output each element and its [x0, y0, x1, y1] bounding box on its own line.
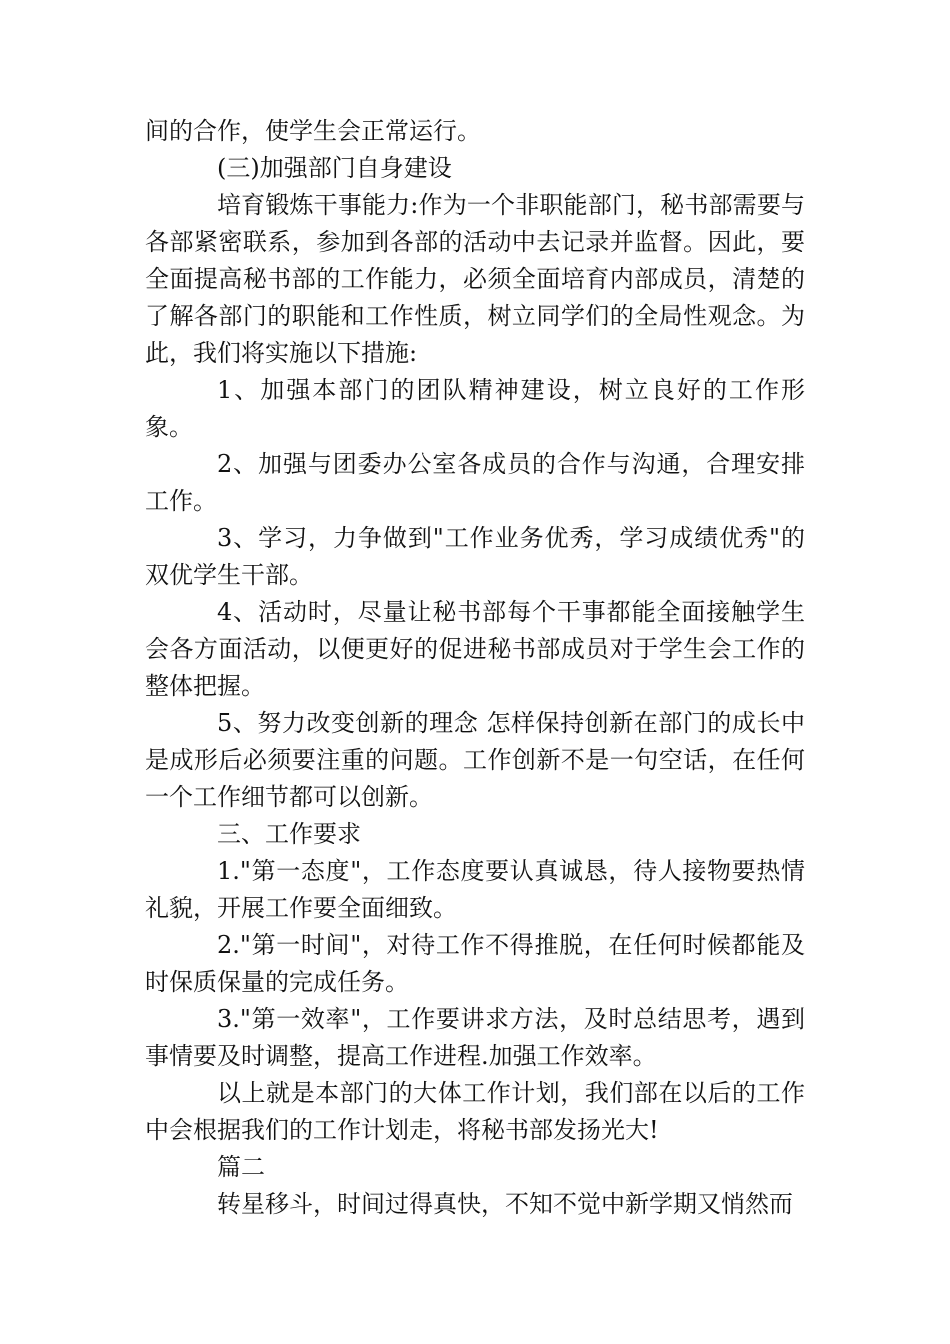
requirement-2: 2."第一时间"，对待工作不得推脱，在任何时候都能及时保质保量的完成任务。	[145, 931, 805, 996]
paragraph-training: 培育锻炼干事能力:作为一个非职能部门，秘书部需要与各部紧密联系，参加到各部的活动中去记录并监督。因此，要全面提高秘书部的工作能力，必须全面培育内部成员，清楚的了解各部门的职能和工作性质，树立同学们的全局性观念。为此，我们将实施以下措施:	[145, 191, 805, 367]
list-item-5: 5、努力改变创新的理念 怎样保持创新在部门的成长中是成形后必须要注重的问题。工作创新不是一句空话，在任何一个工作细节都可以创新。	[145, 709, 805, 811]
list-item-1: 1、加强本部门的团队精神建设，树立良好的工作形象。	[145, 376, 805, 441]
requirement-1: 1."第一态度"，工作态度要认真诚恳，待人接物要热情礼貌，开展工作要全面细致。	[145, 857, 805, 922]
list-item-4: 4、活动时，尽量让秘书部每个干事都能全面接触学生会各方面活动，以便更好的促进秘书部成员对于学生会工作的整体把握。	[145, 598, 805, 700]
document-body	[145, 113, 805, 1223]
list-item-2: 2、加强与团委办公室各成员的合作与沟通，合理安排工作。	[145, 450, 805, 515]
paragraph-continuation: 间的合作，使学生会正常运行。	[145, 117, 481, 145]
section-heading-part-two: 篇二	[217, 1153, 265, 1181]
list-item-3: 3、学习，力争做到"工作业务优秀，学习成绩优秀"的双优学生干部。	[145, 524, 805, 589]
requirement-3: 3."第一效率"，工作要讲求方法，及时总结思考，遇到事情要及时调整，提高工作进程.加强工作效率。	[145, 1005, 805, 1070]
paragraph-summary: 以上就是本部门的大体工作计划，我们部在以后的工作中会根据我们的工作计划走，将秘书部发扬光大!	[145, 1079, 805, 1144]
section-heading-self-building: (三)加强部门自身建设	[217, 154, 452, 182]
section-heading-requirements: 三、工作要求	[217, 820, 361, 848]
paragraph-part-two-intro: 转星移斗，时间过得真快，不知不觉中新学期又悄然而	[217, 1190, 793, 1218]
